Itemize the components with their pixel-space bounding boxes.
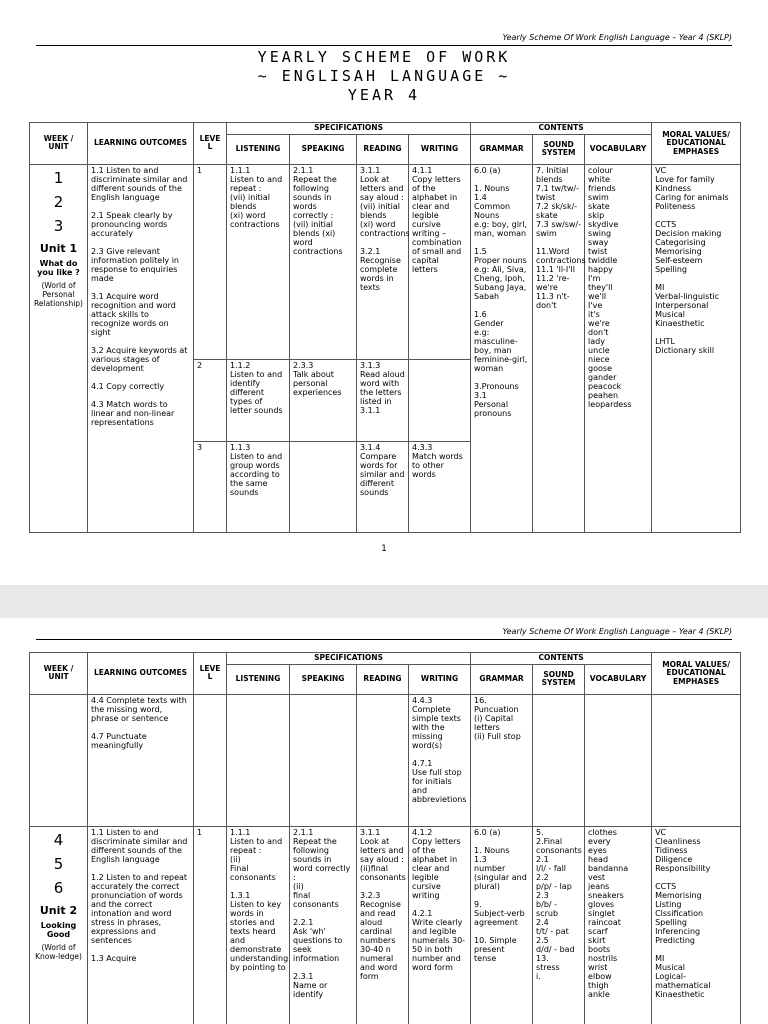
speaking-cell xyxy=(290,441,357,532)
col-learning-outcomes: LEARNING OUTCOMES xyxy=(88,123,194,165)
col-moral-values: MORAL VALUES/ EDUCATIONAL EMPHASES xyxy=(652,653,741,695)
col-sound-system: SOUND SYSTEM xyxy=(533,664,585,694)
col-week-unit: WEEK / UNIT xyxy=(30,123,88,165)
unit-name: Unit 2 xyxy=(39,903,78,917)
col-grammar: GRAMMAR xyxy=(471,134,533,164)
writing-cell: 4.3.3 Match words to other words xyxy=(409,441,471,532)
table-row xyxy=(30,826,741,1024)
week-number: 4 xyxy=(53,830,64,849)
week-number: 6 xyxy=(53,878,64,897)
week-unit-cell xyxy=(30,164,88,532)
speaking-cell: 2.1.1 Repeat the following sounds in words correctly : (vii) initial blends (xi) word contractions xyxy=(290,164,357,359)
running-header: Yearly Scheme Of Work English Language – Year 4 (SKLP) xyxy=(502,627,732,636)
learning-outcomes-cell: 1.1 Listen to and discriminate similar and different sounds of the English language 1.2 Listen to and repeat accurately the correct pronunciation of words and the correct intonation and word stress in phrases, expressions and sentences 1.3 Acquire xyxy=(88,826,194,1024)
col-listening: LISTENING xyxy=(227,664,290,694)
listening-cell: 1.1.1 Listen to and repeat : (ii) Final consonants 1.3.1 Listen to key words in stories and texts heard and demonstrate understanding by pointing to xyxy=(227,826,290,1024)
week-unit-cell xyxy=(30,826,88,1024)
col-specifications: SPECIFICATIONS xyxy=(227,123,471,135)
col-level: LEVE L xyxy=(194,123,227,165)
grammar-cell: 6.0 (a) 1. Nouns 1.4 Common Nouns e.g: boy, girl, man, woman 1.5 Proper nouns e.g: Ali, Siva, Cheng, Ipoh, Subang Jaya, Sabah 1.6 Gender e.g: masculine-boy, man feminine-girl, woman 3.Pronouns 3.1 Personal pronouns xyxy=(471,164,533,532)
week-number: 5 xyxy=(53,854,64,873)
col-week-unit: WEEK / UNIT xyxy=(30,653,88,695)
col-reading: READING xyxy=(357,134,409,164)
page-2 xyxy=(0,618,768,1024)
speaking-cell: 2.1.1 Repeat the following sounds in word correctly : (ii) final consonants 2.2.1 Ask 'wh' questions to seek information 2.3.1 Name or identify xyxy=(290,826,357,1024)
writing-cell: 4.1.1 Copy letters of the alphabet in clear and legible cursive writing – combination of small and capital letters xyxy=(409,164,471,359)
col-learning-outcomes: LEARNING OUTCOMES xyxy=(88,653,194,695)
level-cell: 1 xyxy=(194,826,227,1024)
reading-cell: 3.1.4 Compare words for similar and different sounds xyxy=(357,441,409,532)
writing-cell: 4.4.3 Complete simple texts with the missing word(s) 4.7.1 Use full stop for initials and abbrevietions xyxy=(409,694,471,826)
col-grammar: GRAMMAR xyxy=(471,664,533,694)
scheme-table-page-2 xyxy=(29,652,741,1024)
col-vocabulary: VOCABULARY xyxy=(585,134,652,164)
col-speaking: SPEAKING xyxy=(290,134,357,164)
title-line-2: ~ ENGLISAH LANGUAGE ~ xyxy=(257,67,511,85)
title-line-1: YEARLY SCHEME OF WORK xyxy=(257,48,511,66)
page-number: 1 xyxy=(381,544,387,554)
col-vocabulary: VOCABULARY xyxy=(585,664,652,694)
level-cell: 1 xyxy=(194,164,227,359)
week-number: 2 xyxy=(53,192,64,211)
vocabulary-cell: colour white friends swim skate skip skydive swing sway twist twiddle happy I'm they'll we'll I've it's we're don't lady uncle niece goose gander peacock peahen leopardess xyxy=(585,164,652,532)
speaking-cell: 2.3.3 Talk about personal experiences xyxy=(290,359,357,441)
grammar-cell: 16. Puncuation (i) Capital letters (ii) Full stop xyxy=(471,694,533,826)
level-cell: 3 xyxy=(194,441,227,532)
week-number: 1 xyxy=(53,168,64,187)
vocabulary-cell: clothes every eyes head bandanna vest jeans sneakers gloves singlet raincoat scarf skirt boots nostrils wrist elbow thigh ankle xyxy=(585,826,652,1024)
week-number: 3 xyxy=(53,216,64,235)
listening-cell: 1.1.2 Listen to and identify different types of letter sounds xyxy=(227,359,290,441)
col-writing: WRITING xyxy=(409,664,471,694)
col-moral-values: MORAL VALUES/ EDUCATIONAL EMPHASES xyxy=(652,123,741,165)
col-contents: CONTENTS xyxy=(471,123,652,135)
header-divider xyxy=(36,45,732,46)
header-divider xyxy=(36,639,732,640)
moral-values-cell: VC Love for family Kindness Caring for animals Politeness CCTS Decision making Categorising Memorising Self-esteem Spelling MI Verbal-linguistic Interpersonal Musical Kinaesthetic LHTL Dictionary skill xyxy=(652,164,741,532)
unit-title: Looking Good xyxy=(40,920,77,939)
title-line-3: YEAR 4 xyxy=(347,86,421,104)
reading-cell: 3.1.1 Look at letters and say aloud : (ii)final consonants 3.2.3 Recognise and read aloud cardinal numbers 30-40 n numeral and word form xyxy=(357,826,409,1024)
col-contents: CONTENTS xyxy=(471,653,652,665)
table-row xyxy=(30,164,741,359)
learning-outcomes-cell: 4.4 Complete texts with the missing word, phrase or sentence 4.7 Punctuate meaningfully xyxy=(88,694,194,826)
unit-title: What do you like ? xyxy=(37,258,80,277)
listening-cell: 1.1.1 Listen to and repeat : (vii) initial blends (xi) word contractions xyxy=(227,164,290,359)
moral-values-cell: VC Cleanliness Tidiness Diligence Responsibility CCTS Memorising Listing Clssification Spelling Inferencing Predicting MI Musical Logical-mathematical Kinaesthetic xyxy=(652,826,741,1024)
col-level: LEVE L xyxy=(194,653,227,695)
running-header: Yearly Scheme Of Work English Language – Year 4 (SKLP) xyxy=(502,33,732,42)
learning-outcomes-cell: 1.1 Listen to and discriminate similar and different sounds of the English language 2.1 Speak clearly by pronouncing words accurately 2.3 Give relevant information politely in response to enquiries made 3.1 Acquire word recognition and word attack skills to recognize words on sight 3.2 Acquire keywords at various stages of development 4.1 Copy correctly 4.3 Match words to linear and non-linear representations xyxy=(88,164,194,532)
document-title xyxy=(0,48,768,105)
sound-system-cell: 5. 2.Final consonants 2.1 l/l/ - fall 2.2 p/p/ - lap 2.3 b/b/ - scrub 2.4 t/t/ - pat 2.5 d/d/ - bad 13. stress i. xyxy=(533,826,585,1024)
scheme-table-page-1 xyxy=(29,122,741,533)
col-reading: READING xyxy=(357,664,409,694)
col-specifications: SPECIFICATIONS xyxy=(227,653,471,665)
level-cell: 2 xyxy=(194,359,227,441)
unit-name: Unit 1 xyxy=(39,241,78,255)
unit-theme: (World of Know-ledge) xyxy=(35,942,82,961)
writing-cell xyxy=(409,359,471,441)
col-speaking: SPEAKING xyxy=(290,664,357,694)
reading-cell: 3.1.3 Read aloud word with the letters listed in 3.1.1 xyxy=(357,359,409,441)
col-listening: LISTENING xyxy=(227,134,290,164)
unit-theme: (World of Personal Relationship) xyxy=(34,280,83,308)
reading-cell: 3.1.1 Look at letters and say aloud : (vii) initial blends (xi) word contractions 3.2.1 Recognise complete words in texts xyxy=(357,164,409,359)
col-writing: WRITING xyxy=(409,134,471,164)
table-row xyxy=(30,694,741,826)
col-sound-system: SOUND SYSTEM xyxy=(533,134,585,164)
sound-system-cell: 7. Initial blends 7.1 tw/tw/-twist 7.2 sk/sk/-skate 7.3 sw/sw/-swim 11.Word contractions 11.1 'll-I'll 11.2 're-we're 11.3 n't-don't xyxy=(533,164,585,532)
grammar-cell: 6.0 (a) 1. Nouns 1.3 number (singular and plural) 9. Subject-verb agreement 10. Simple present tense xyxy=(471,826,533,1024)
listening-cell: 1.1.3 Listen to and group words according to the same sounds xyxy=(227,441,290,532)
writing-cell: 4.1.2 Copy letters of the alphabet in clear and legible cursive writing 4.2.1 Write clearly and legible numerals 30-50 in both number and word form xyxy=(409,826,471,1024)
